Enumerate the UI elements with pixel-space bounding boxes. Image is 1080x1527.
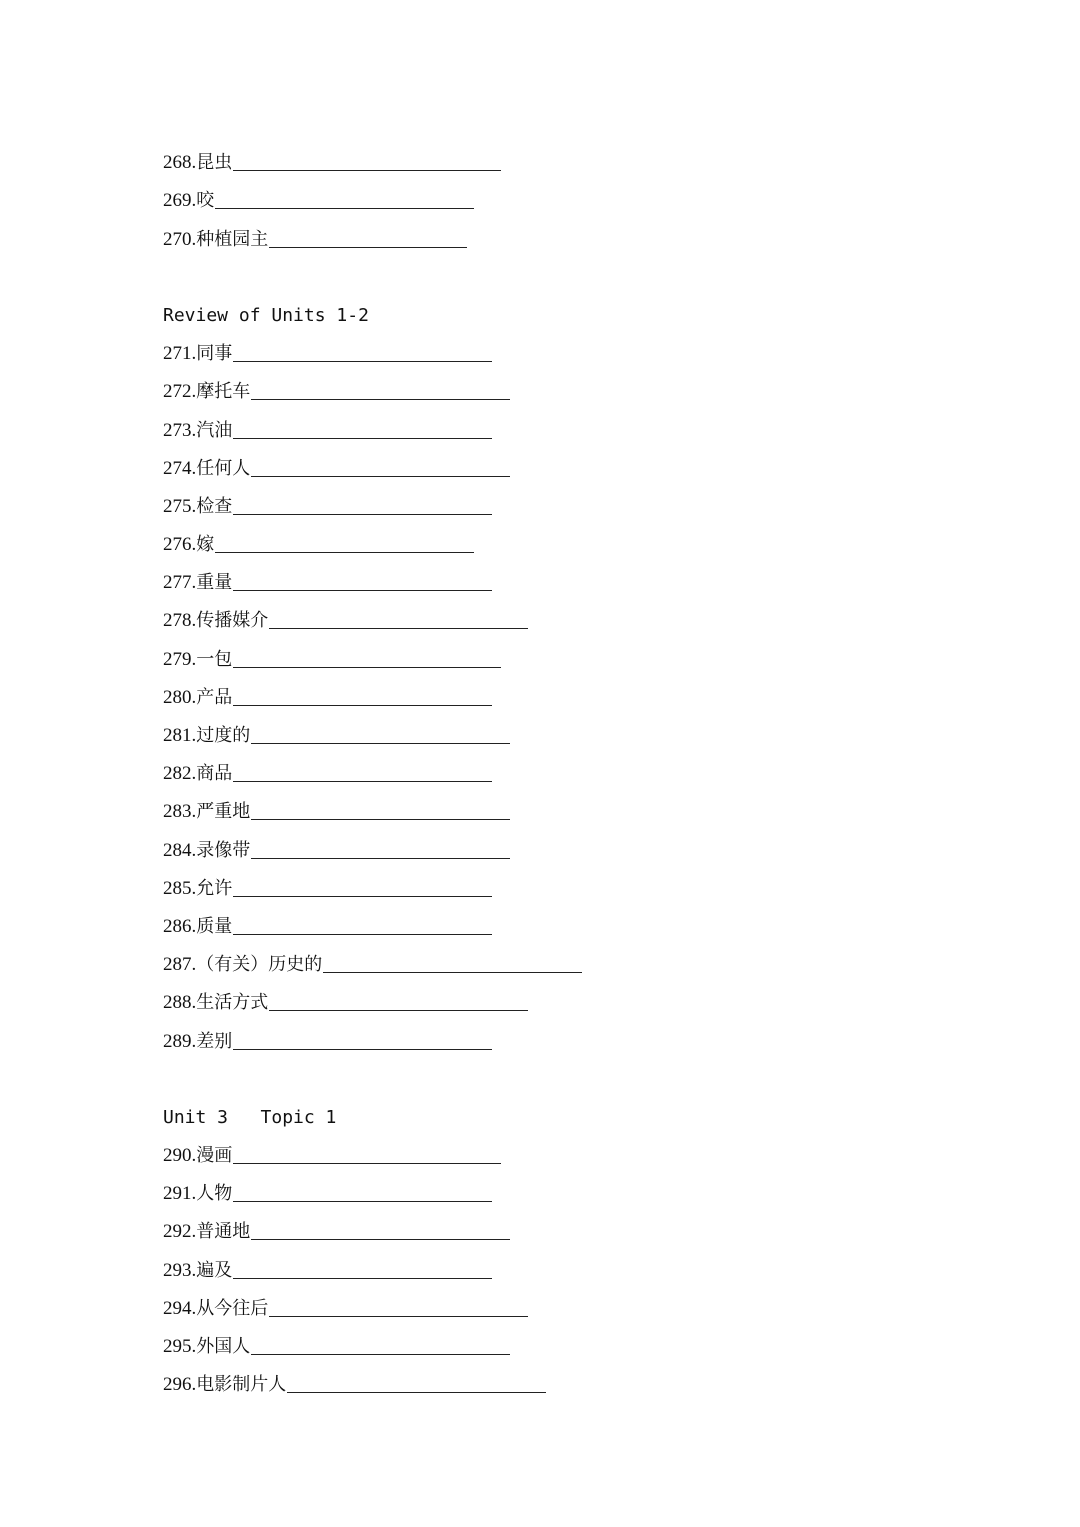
answer-blank[interactable] (323, 972, 582, 973)
item-number: 278. (163, 610, 197, 632)
vocab-item (163, 328, 923, 366)
answer-blank[interactable] (287, 1392, 546, 1393)
section-heading: Review of Units 1-2 (163, 304, 369, 326)
answer-blank[interactable] (233, 1201, 492, 1202)
answer-blank[interactable] (233, 705, 492, 706)
chinese-term: 质量 (196, 915, 233, 937)
answer-blank[interactable] (233, 1163, 501, 1164)
item-number: 269. (163, 190, 197, 212)
chinese-term: 商品 (196, 763, 233, 785)
vocab-item (163, 1244, 923, 1282)
item-number: 270. (163, 228, 197, 250)
chinese-term: 差别 (196, 1030, 233, 1052)
chinese-term: 汽油 (196, 419, 233, 441)
chinese-term: 遍及 (196, 1259, 233, 1281)
chinese-term: 重量 (196, 572, 233, 594)
vocab-item (163, 213, 923, 251)
vocab-item (163, 557, 923, 595)
vocab-item (163, 901, 923, 939)
vocab-item (163, 1130, 923, 1168)
item-number: 294. (163, 1297, 197, 1319)
vocab-item (163, 481, 923, 519)
item-number: 281. (163, 725, 197, 746)
item-number: 290. (163, 1145, 197, 1167)
answer-blank[interactable] (233, 1278, 492, 1279)
chinese-term: 电影制片人 (196, 1374, 287, 1396)
chinese-term: 外国人 (196, 1336, 251, 1357)
item-number: 283. (163, 801, 197, 823)
answer-blank[interactable] (251, 476, 510, 477)
vocab-item (163, 1015, 923, 1053)
item-number: 287. (163, 954, 197, 976)
chinese-term: 昆虫 (196, 152, 233, 174)
vocab-item (163, 672, 923, 710)
item-number: 273. (163, 419, 197, 441)
answer-blank[interactable] (233, 170, 501, 171)
vocab-item (163, 863, 923, 901)
chinese-term: 检查 (196, 495, 233, 517)
item-number: 295. (163, 1336, 197, 1357)
chinese-term: 任何人 (196, 457, 251, 479)
answer-blank[interactable] (233, 438, 492, 439)
item-number: 274. (163, 457, 197, 479)
item-number: 284. (163, 839, 197, 861)
vocab-item (163, 1168, 923, 1206)
vocab-item (163, 748, 923, 786)
chinese-term: 一包 (196, 648, 233, 670)
answer-blank[interactable] (233, 896, 492, 897)
item-number: 289. (163, 1030, 197, 1052)
answer-blank[interactable] (269, 628, 528, 629)
vocab-item (163, 404, 923, 442)
chinese-term: 从今往后 (196, 1297, 269, 1319)
vocab-item (163, 595, 923, 633)
item-number: 275. (163, 495, 197, 517)
vocab-item (163, 1206, 923, 1244)
answer-blank[interactable] (269, 247, 467, 248)
vocab-item (163, 1359, 923, 1397)
item-number: 280. (163, 686, 197, 708)
answer-blank[interactable] (251, 1354, 510, 1355)
answer-blank[interactable] (233, 781, 492, 782)
chinese-term: 漫画 (196, 1145, 233, 1167)
item-number: 293. (163, 1259, 197, 1281)
item-number: 268. (163, 152, 197, 174)
worksheet-page (163, 137, 923, 1397)
item-number: 271. (163, 343, 197, 365)
item-number: 276. (163, 534, 197, 556)
vocab-item (163, 633, 923, 671)
item-number: 277. (163, 572, 197, 594)
item-number: 292. (163, 1221, 197, 1243)
vocab-item (163, 1321, 923, 1359)
chinese-term: 产品 (196, 686, 233, 708)
answer-blank[interactable] (269, 1010, 528, 1011)
section-heading: Unit 3 Topic 1 (163, 1106, 337, 1128)
answer-blank[interactable] (233, 361, 492, 362)
answer-blank[interactable] (251, 1239, 510, 1240)
vocab-item (163, 710, 923, 748)
item-number: 288. (163, 992, 197, 1014)
answer-blank[interactable] (215, 208, 474, 209)
vocab-item (163, 786, 923, 824)
item-number: 296. (163, 1374, 197, 1396)
chinese-term: 允许 (196, 877, 233, 899)
chinese-term: 传播媒介 (196, 610, 269, 632)
vocab-item (163, 175, 923, 213)
item-number: 282. (163, 763, 197, 785)
chinese-term: 过度的 (196, 725, 251, 746)
vocab-item (163, 443, 923, 481)
chinese-term: 严重地 (196, 801, 251, 823)
vocab-item (163, 519, 923, 557)
chinese-term: 录像带 (196, 839, 251, 861)
vocab-item (163, 137, 923, 175)
chinese-term: 人物 (196, 1183, 233, 1205)
answer-blank[interactable] (251, 858, 510, 859)
answer-blank[interactable] (251, 399, 510, 400)
answer-blank[interactable] (251, 743, 510, 744)
vocab-item (163, 1283, 923, 1321)
vocab-item (163, 977, 923, 1015)
answer-blank[interactable] (251, 819, 510, 820)
item-number: 279. (163, 648, 197, 670)
chinese-term: 普通地 (196, 1221, 251, 1243)
chinese-term: 摩托车 (196, 381, 251, 403)
chinese-term: （有关）历史的 (196, 954, 323, 976)
answer-blank[interactable] (233, 1049, 492, 1050)
vocab-item (163, 939, 923, 977)
item-number: 291. (163, 1183, 197, 1205)
item-number: 272. (163, 381, 197, 403)
item-number: 286. (163, 915, 197, 937)
answer-blank[interactable] (233, 667, 501, 668)
vocab-item (163, 824, 923, 862)
answer-blank[interactable] (215, 552, 474, 553)
section-gap (163, 1054, 923, 1092)
answer-blank[interactable] (233, 590, 492, 591)
vocab-item (163, 366, 923, 404)
chinese-term: 生活方式 (196, 992, 269, 1014)
chinese-term: 同事 (196, 343, 233, 365)
section-gap (163, 252, 923, 290)
item-number: 285. (163, 877, 197, 899)
answer-blank[interactable] (233, 514, 492, 515)
answer-blank[interactable] (269, 1316, 528, 1317)
chinese-term: 咬 (196, 190, 215, 212)
chinese-term: 种植园主 (196, 228, 269, 250)
answer-blank[interactable] (233, 934, 492, 935)
chinese-term: 嫁 (196, 534, 215, 556)
